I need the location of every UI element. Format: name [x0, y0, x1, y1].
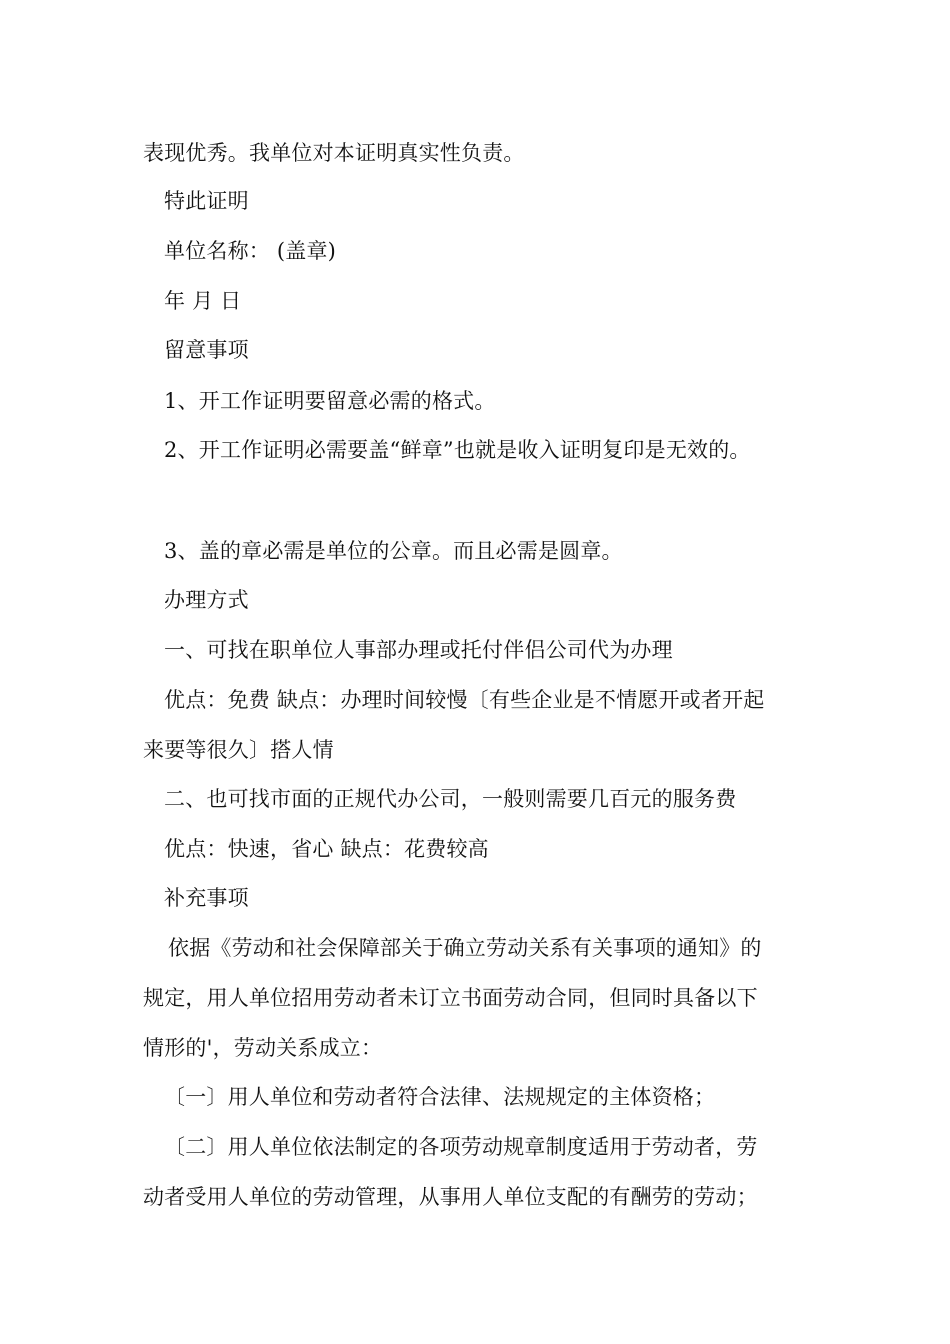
supplement-paragraph-line-3: 情形的'，劳动关系成立： — [143, 1036, 383, 1060]
supplement-paragraph-line-2: 规定，用人单位招用劳动者未订立书面劳动合同，但同时具备以下 — [143, 986, 758, 1010]
unit-name-line: 单位名称： (盖章) — [164, 239, 337, 263]
heading-methods: 办理方式 — [164, 588, 249, 612]
condition-1: 〔一〕用人单位和劳动者符合法律、法规规定的主体资格； — [164, 1085, 716, 1109]
paragraph-line: 表现优秀。我单位对本证明真实性负责。 — [143, 141, 525, 165]
supplement-paragraph-line-1: 依据《劳动和社会保障部关于确立劳动关系有关事项的通知》的 — [168, 936, 762, 960]
note-item-3: 3、盖的章必需是单位的公章。而且必需是圆章。 — [164, 539, 623, 563]
heading-special-certification: 特此证明 — [164, 189, 249, 213]
heading-notes: 留意事项 — [164, 338, 249, 362]
condition-2: 〔二〕用人单位依法制定的各项劳动规章制度适用于劳动者，劳 — [164, 1135, 758, 1159]
date-line: 年 月 日 — [164, 289, 242, 313]
method-1-pros-cons: 优点：免费 缺点：办理时间较慢〔有些企业是不情愿开或者开起 — [164, 688, 765, 712]
note-item-2: 2、开工作证明必需要盖“鲜章”也就是收入证明复印是无效的。 — [164, 438, 751, 462]
heading-supplement: 补充事项 — [164, 886, 249, 910]
method-2-pros-cons: 优点：快速，省心 缺点：花费较高 — [164, 837, 489, 861]
method-1: 一、可找在职单位人事部办理或托付伴侣公司代为办理 — [164, 638, 673, 662]
note-item-1: 1、开工作证明要留意必需的格式。 — [164, 389, 496, 413]
condition-2-cont: 动者受用人单位的劳动管理，从事用人单位支配的有酬劳的劳动； — [143, 1185, 758, 1209]
method-2: 二、也可找市面的正规代办公司，一般则需要几百元的服务费 — [164, 787, 737, 811]
method-1-pros-cons-cont: 来要等很久〕搭人情 — [143, 738, 334, 762]
